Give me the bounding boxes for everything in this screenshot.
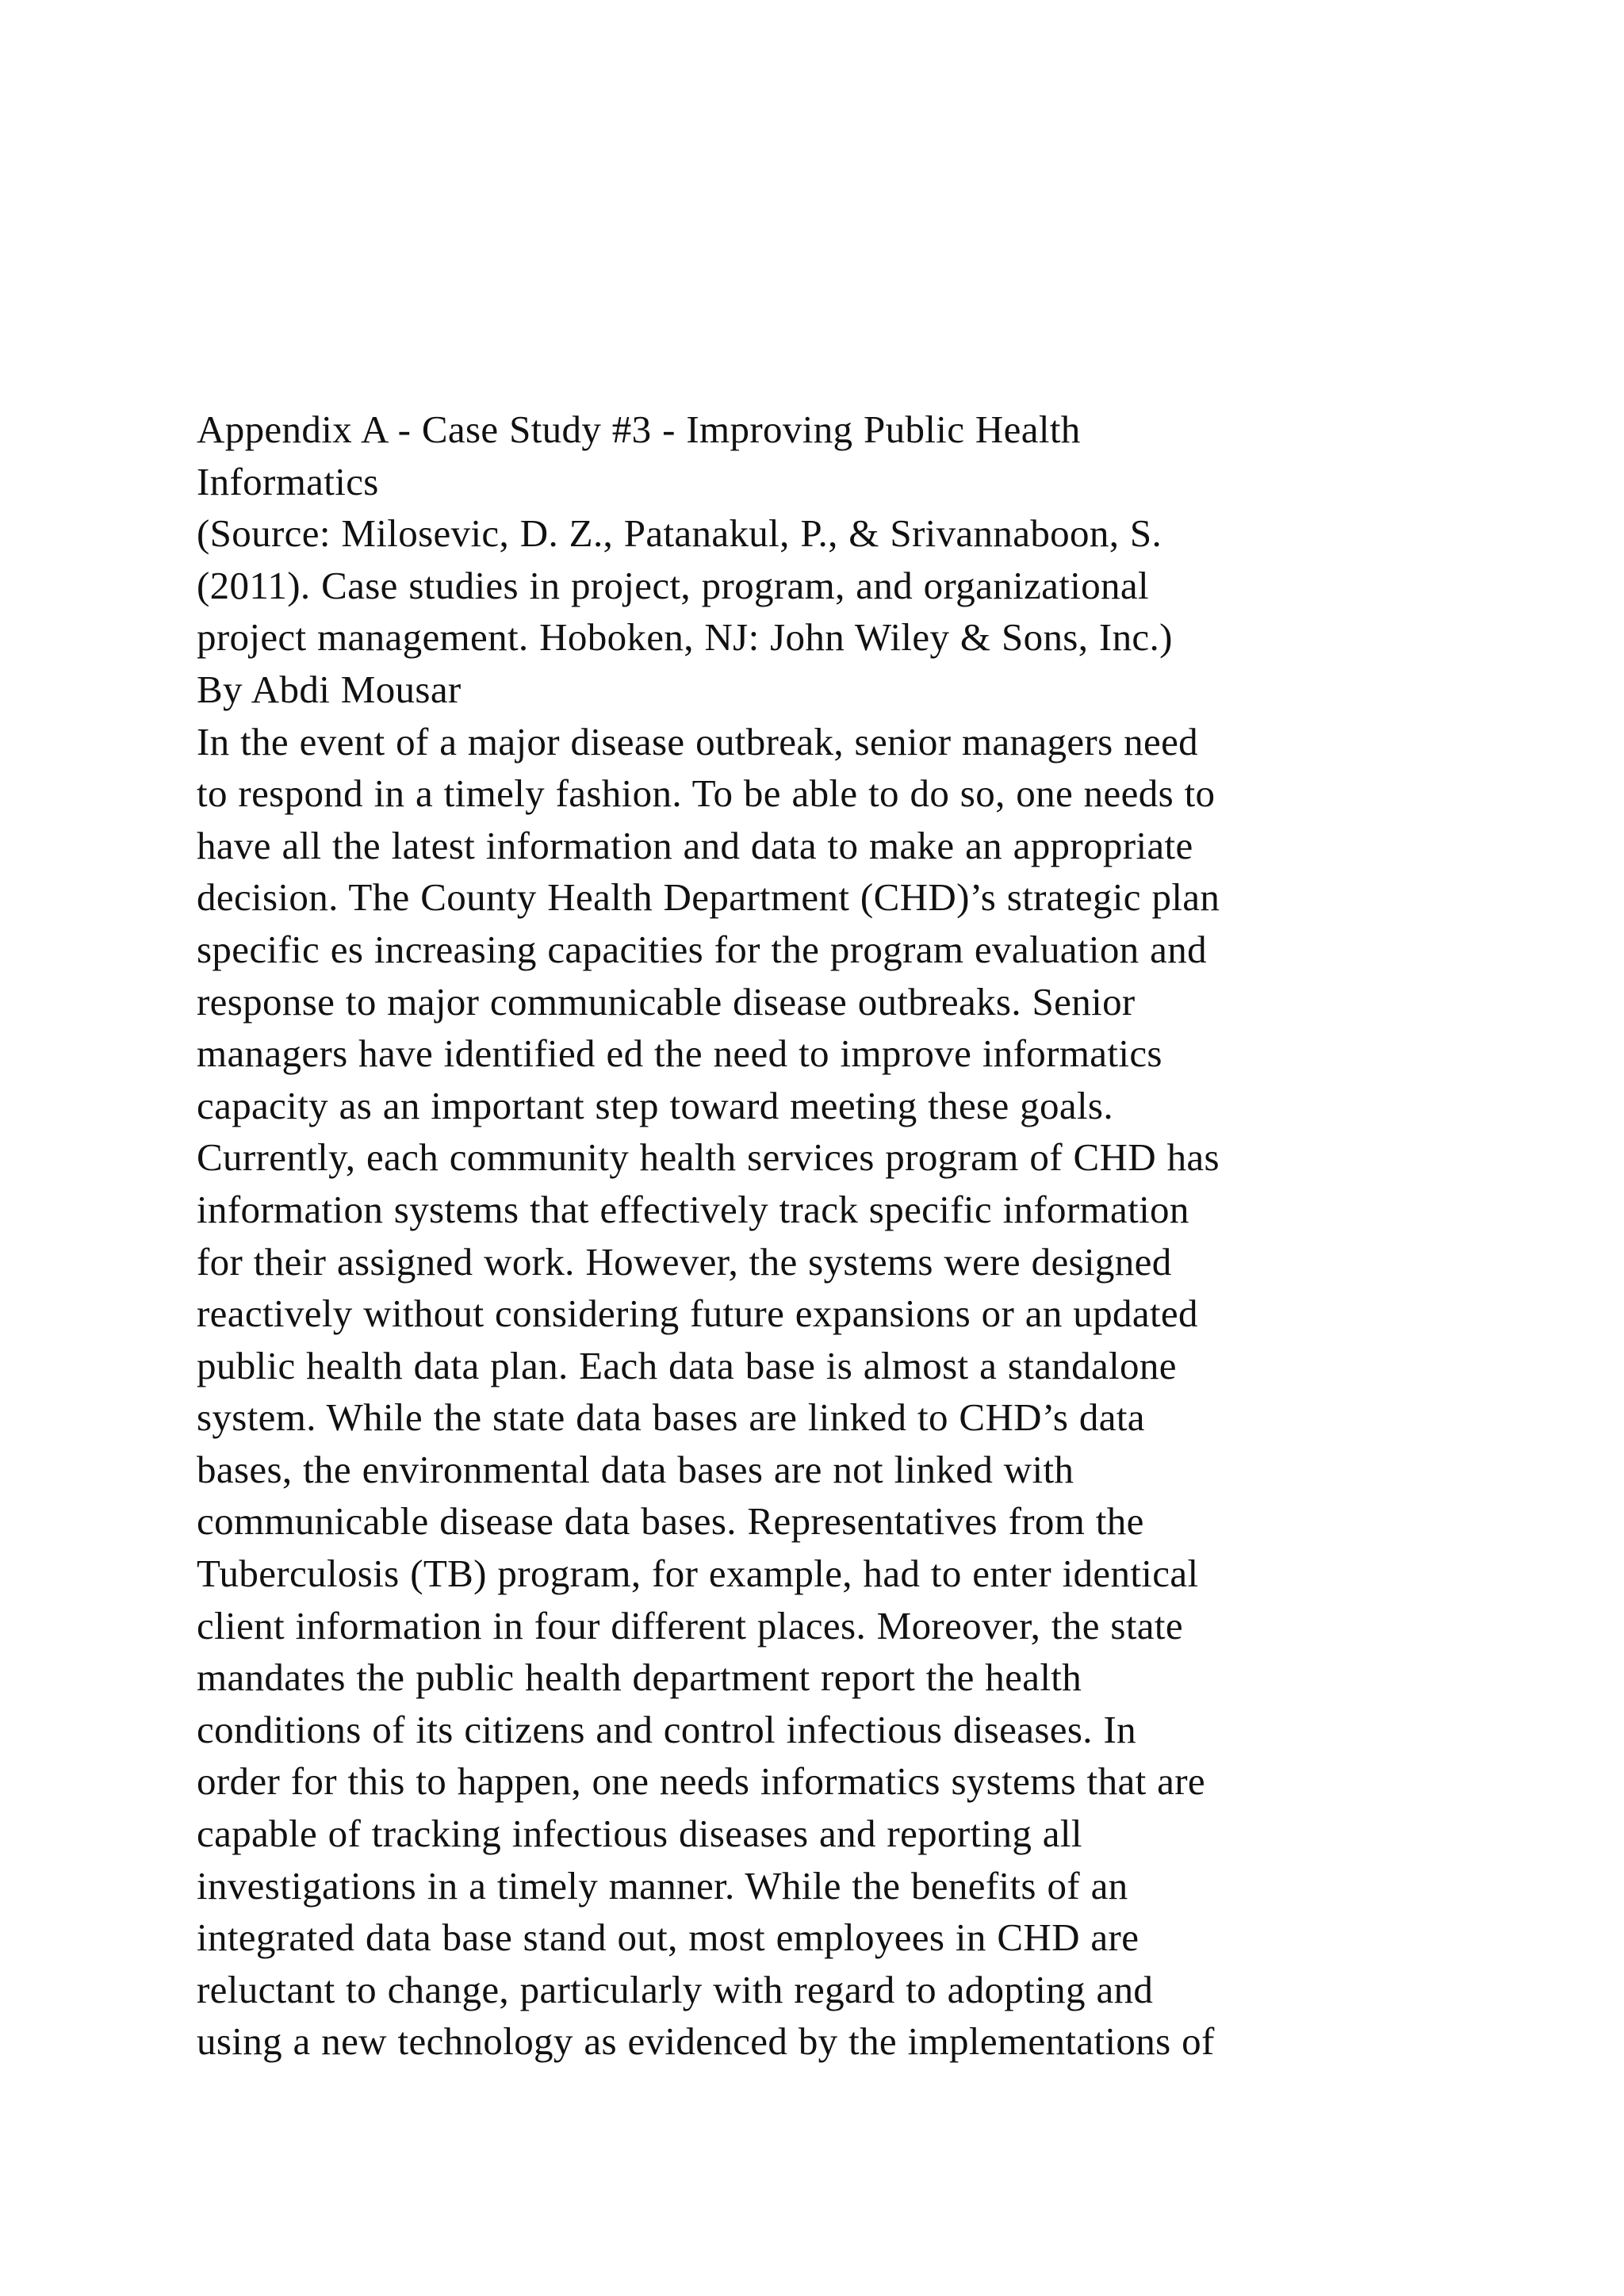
body-text-line: Tuberculosis (TB) program, for example, had to enter identical xyxy=(197,1552,1199,1596)
body-text-line: managers have identified ed the need to improve informatics xyxy=(197,1031,1162,1076)
body-text-line: mandates the public health department report the health xyxy=(197,1655,1082,1700)
body-text-line: using a new technology as evidenced by the implementations of xyxy=(197,2019,1215,2064)
source-line: (2011). Case studies in project, program, and organizational xyxy=(197,563,1149,607)
body-text-line: integrated data base stand out, most employees in CHD are xyxy=(197,1915,1139,1960)
source-line: (Source: Milosevic, D. Z., Patanakul, P., & Srivannaboon, S. xyxy=(197,511,1162,556)
body-text-line: capable of tracking infectious diseases and reporting all xyxy=(197,1812,1082,1856)
author-line: By Abdi Mousar xyxy=(197,667,462,711)
body-text-line: to respond in a timely fashion. To be able to do so, one needs to xyxy=(197,771,1216,816)
source-line: project management. Hoboken, NJ: John Wiley & Sons, Inc.) xyxy=(197,615,1173,660)
body-text-line: decision. The County Health Department (CHD)’s strategic plan xyxy=(197,875,1220,920)
body-text-line: client information in four different places. Moreover, the state xyxy=(197,1603,1183,1647)
title-line: Appendix A - Case Study #3 - Improving Public Health xyxy=(197,408,1081,451)
body-text-line: conditions of its citizens and control infectious diseases. In xyxy=(197,1707,1137,1751)
body-text-line: investigations in a timely manner. While the benefits of an xyxy=(197,1863,1128,1908)
title-line: Informatics xyxy=(197,459,379,503)
body-text-line: capacity as an important step toward meeting these goals. xyxy=(197,1083,1113,1127)
document-body xyxy=(197,404,1481,2068)
body-text-line: bases, the environmental data bases are not linked with xyxy=(197,1447,1074,1491)
body-text-line: specific es increasing capacities for the program evaluation and xyxy=(197,927,1207,971)
body-text-line: In the event of a major disease outbreak, senior managers need xyxy=(197,719,1199,763)
body-text-line: reluctant to change, particularly with regard to adopting and xyxy=(197,1967,1154,2011)
body-text-line: have all the latest information and data to make an appropriate xyxy=(197,823,1193,867)
body-text-line: order for this to happen, one needs informatics systems that are xyxy=(197,1759,1206,1804)
body-text-line: communicable disease data bases. Representatives from the xyxy=(197,1499,1144,1544)
body-text-line: reactively without considering future expansions or an updated xyxy=(197,1292,1198,1336)
body-text-line: for their assigned work. However, the systems were designed xyxy=(197,1239,1172,1284)
body-text-line: Currently, each community health services program of CHD has xyxy=(197,1135,1220,1180)
body-text-line: system. While the state data bases are linked to CHD’s data xyxy=(197,1395,1145,1440)
body-text-line: public health data plan. Each data base is almost a standalone xyxy=(197,1343,1177,1387)
body-text-line: information systems that effectively track specific information xyxy=(197,1187,1189,1231)
body-text-line: response to major communicable disease outbreaks. Senior xyxy=(197,979,1136,1024)
